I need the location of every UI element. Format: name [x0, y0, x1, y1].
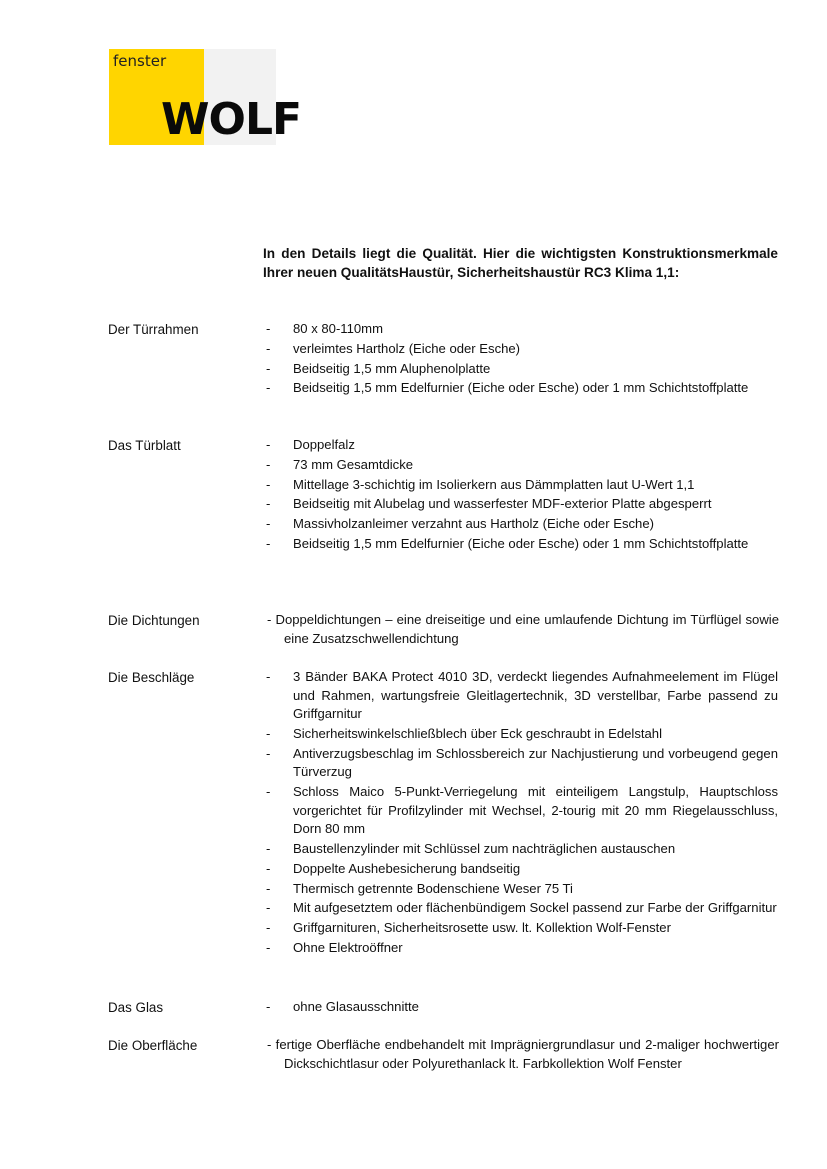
list-item: - Antiverzugsbeschlag im Schlossbereich zur Nachjustierung und vorbeugend gegen Türverzug: [266, 745, 778, 780]
list-item: - Massivholzanleimer verzahnt aus Hartholz (Eiche oder Esche): [266, 516, 654, 532]
list-item: - 3 Bänder BAKA Protect 4010 3D, verdeckt liegendes Aufnahmeelement im Flügel und Rahmen, wartungsfreie Gleitlagertechnik, 3D verstellbar, Farbe passend zu Griffgarnitur: [266, 669, 778, 722]
company-logo: [109, 49, 302, 145]
section-label: Das Türblatt: [108, 438, 181, 453]
list-item: - Doppelfalz: [266, 437, 355, 452]
list-item: - Mittellage 3-schichtig im Isolierkern aus Dämmplatten laut U-Wert 1,1: [266, 476, 695, 492]
list-item: - Doppelte Aushebesicherung bandseitig: [266, 860, 521, 876]
list-item: - 73 mm Gesamtdicke: [266, 456, 414, 472]
list-item: - 80 x 80-110mm: [266, 321, 383, 336]
list-item: - Griffgarnituren, Sicherheitsrosette usw. lt. Kollektion Wolf-Fenster: [266, 920, 671, 936]
list-item: - verleimtes Hartholz (Eiche oder Esche): [266, 340, 521, 356]
logo-small-text: fenster: [113, 52, 167, 70]
section-label: Das Glas: [108, 1000, 164, 1015]
list-item: - Schloss Maico 5-Punkt-Verriegelung mit einteiligem Langstulp, Hauptschloss vorgerichtet für Profilzylinder mit Wechsel, 2-tourig mit 20 mm Riegelausschluss, Dorn 80 mm: [266, 784, 778, 837]
list-item: - Ohne Elektroöffner: [266, 940, 403, 955]
list-item: - Baustellenzylinder mit Schlüssel zum nachträglichen austauschen: [266, 841, 676, 857]
list-item: - Beidseitig 1,5 mm Edelfurnier (Eiche oder Esche) oder 1 mm Schichtstoffplatte: [266, 380, 749, 396]
section-label: Die Oberfläche: [108, 1038, 198, 1053]
list-item: - Beidseitig 1,5 mm Aluphenolplatte: [266, 360, 491, 376]
section-text: - Doppeldichtungen – eine dreiseitige und eine umlaufende Dichtung im Türflügel sowie eine Zusatzschwellendichtung: [267, 612, 779, 646]
section-label: Die Beschläge: [108, 670, 195, 685]
list-item: - Beidseitig 1,5 mm Edelfurnier (Eiche oder Esche) oder 1 mm Schichtstoffplatte: [266, 535, 749, 551]
section-label: Der Türrahmen: [108, 322, 199, 337]
section-text: - fertige Oberfläche endbehandelt mit Imprägniergrundlasur und 2-maliger hochwertiger Dickschichtlasur oder Polyurethanlack lt. Farbkollektion Wolf Fenster: [267, 1037, 779, 1071]
item-list: [266, 320, 778, 399]
logo-big-text: WOLF: [161, 94, 302, 145]
item-list: [266, 998, 778, 1018]
list-item: - ohne Glasausschnitte: [266, 999, 419, 1014]
item-list: [266, 436, 778, 555]
list-item: - Sicherheitswinkelschließblech über Eck geschraubt in Edelstahl: [266, 725, 662, 741]
intro-heading: In den Details liegt die Qualität. Hier die wichtigsten Konstruktionsmerkmale Ihrer neuen QualitätsHaustür, Sicherheitshaustür RC3 Klima 1,1:: [263, 246, 778, 280]
item-list: [266, 668, 778, 959]
list-item: - Thermisch getrennte Bodenschiene Weser 75 Ti: [266, 880, 573, 896]
section-label: Die Dichtungen: [108, 613, 200, 628]
list-item: - Mit aufgesetztem oder flächenbündigem Sockel passend zur Farbe der Griffgarnitur: [266, 900, 777, 916]
list-item: - Beidseitig mit Alubelag und wasserfester MDF-exterior Platte abgesperrt: [266, 496, 712, 512]
